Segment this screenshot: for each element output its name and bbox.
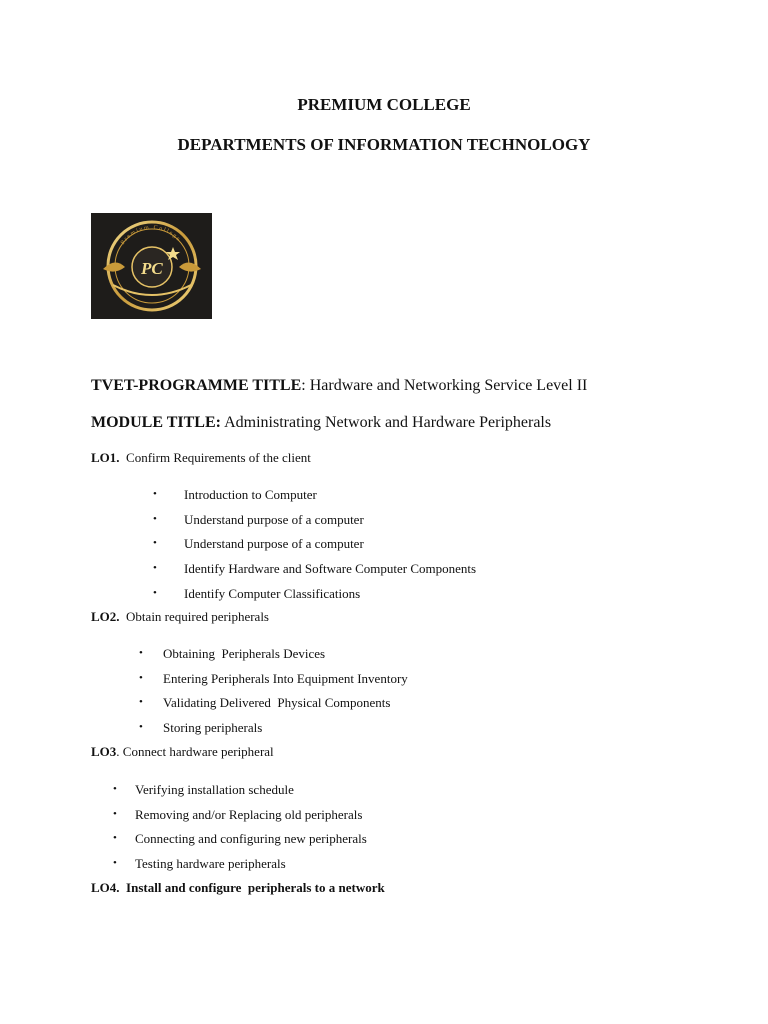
list-item: • Removing and/or Replacing old peripherals (113, 806, 363, 822)
college-logo (91, 213, 212, 319)
module-label: MODULE TITLE: (91, 414, 221, 431)
list-item: • Testing hardware peripherals (113, 856, 286, 872)
module-value: Administrating Network and Hardware Peripherals (220, 414, 552, 431)
list-item: • Introduction to Computer (153, 487, 317, 502)
programme-value: Hardware and Networking Service Level II (309, 377, 588, 394)
lo3-topic-list (113, 782, 367, 881)
list-item: • Identify Hardware and Software Computer Components (153, 561, 477, 577)
logo-ring-text: Premium College (120, 224, 182, 246)
list-item: • Understand purpose of a computer (153, 536, 364, 552)
department-name: DEPARTMENTS OF INFORMATION TECHNOLOGY (177, 135, 591, 154)
logo-initials: PC (141, 259, 163, 278)
learning-outcome-3: LO3. Connect hardware peripheral (91, 744, 274, 759)
list-item: • Entering Peripherals Into Equipment Inventory (139, 670, 408, 686)
module-title (91, 414, 551, 432)
learning-outcome-1: LO1. Confirm Requirements of the client (91, 450, 311, 465)
list-item: • Validating Delivered Physical Components (139, 695, 391, 711)
learning-outcome-4: LO4. Install and configure peripherals to a network (91, 880, 385, 895)
lo2-topic-list (139, 646, 408, 745)
logo-emblem-icon (91, 213, 212, 319)
list-item: • Understand purpose of a computer (153, 511, 364, 527)
programme-label: TVET-PROGRAMME TITLE (91, 377, 302, 394)
programme-title: TVET-PROGRAMME TITLE: Hardware and Networking Service Level II (91, 377, 588, 394)
list-item: • Verifying installation schedule (113, 782, 294, 797)
college-name: PREMIUM COLLEGE (297, 95, 471, 114)
lo1-topic-list (153, 487, 476, 610)
list-item: • Obtaining Peripherals Devices (139, 646, 326, 661)
list-item: • Identify Computer Classifications (153, 585, 361, 601)
list-item: • Storing peripherals (139, 720, 263, 736)
learning-outcome-2: LO2. Obtain required peripherals (91, 609, 269, 624)
list-item: • Connecting and configuring new peripherals (113, 831, 367, 847)
